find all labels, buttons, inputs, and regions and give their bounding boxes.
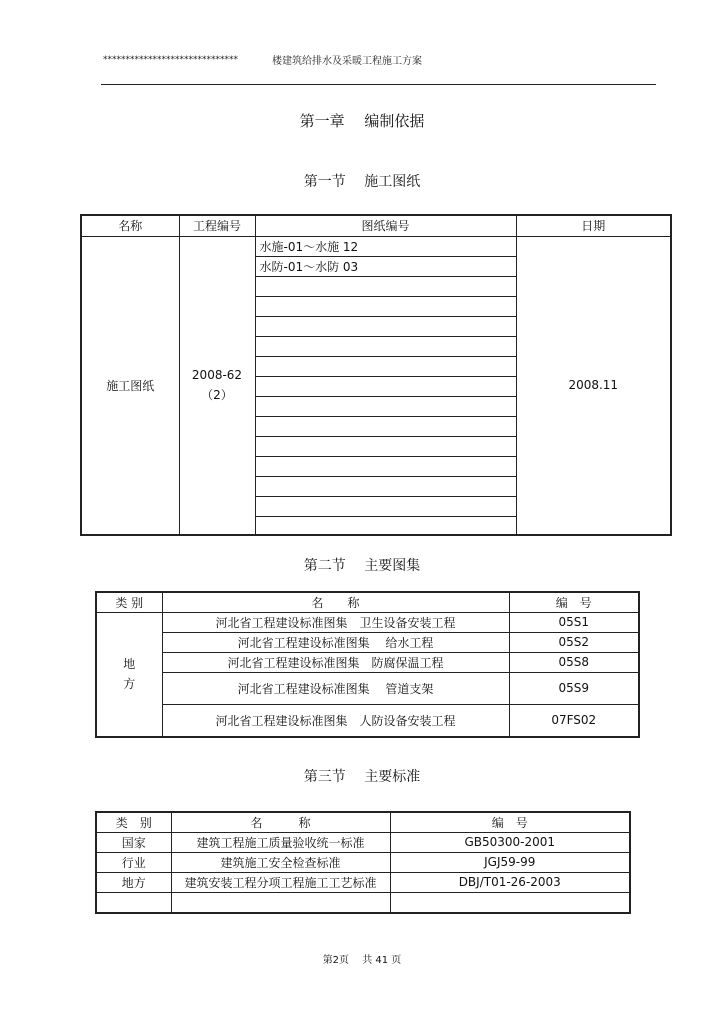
col-header-name: 名称: [81, 215, 179, 236]
standard-category: 行业: [96, 852, 171, 872]
atlas-name: 河北省工程建设标准图集 人防设备安装工程: [162, 704, 509, 737]
category-line1: 地: [123, 657, 136, 672]
atlas-table: [95, 591, 640, 738]
chapter-title: 第一章 编制依据: [299, 112, 425, 130]
standard-code: DBJ/T01-26-2003: [390, 872, 630, 892]
drawing-no-row: [255, 496, 516, 516]
col-header-project-no: 工程编号: [179, 215, 255, 236]
header-rule: [101, 84, 656, 85]
col-header-name: 名 称: [162, 592, 509, 612]
drawings-table: [80, 214, 672, 536]
drawing-no-row: [255, 436, 516, 456]
section2-title: 第二节 主要图集: [303, 558, 421, 574]
col-header-category: 类 别: [96, 812, 171, 832]
drawing-no-row: 水防-01～水防 03: [255, 256, 516, 276]
drawing-no-row: [255, 516, 516, 535]
section1-title: 第一节 施工图纸: [303, 174, 421, 190]
drawing-no-row: [255, 376, 516, 396]
atlas-name: 河北省工程建设标准图集 管道支架: [162, 672, 509, 704]
atlas-code: 07FS02: [509, 704, 639, 737]
standard-category: [96, 892, 171, 913]
standards-table: [95, 811, 631, 914]
project-no-cell: [179, 236, 255, 535]
standard-name: 建筑施工安全检查标准: [171, 852, 390, 872]
drawing-no-row: [255, 416, 516, 436]
drawing-no-row: [255, 476, 516, 496]
standard-name: 建筑工程施工质量验收统一标准: [171, 832, 390, 852]
atlas-code: 05S9: [509, 672, 639, 704]
standard-code: JGJ59-99: [390, 852, 630, 872]
drawing-no-row: [255, 396, 516, 416]
col-header-name: 名 称: [171, 812, 390, 832]
drawing-name-cell: 施工图纸: [81, 236, 179, 535]
col-header-code: 编 号: [390, 812, 630, 832]
atlas-name: 河北省工程建设标准图集 防腐保温工程: [162, 652, 509, 672]
header-title: 楼建筑给排水及采暖工程施工方案: [272, 56, 422, 67]
drawing-no-row: [255, 456, 516, 476]
standard-name: 建筑安装工程分项工程施工工艺标准: [171, 872, 390, 892]
atlas-name: 河北省工程建设标准图集 卫生设备安装工程: [162, 612, 509, 632]
standard-category: 地方: [96, 872, 171, 892]
drawing-no-row: [255, 316, 516, 336]
standard-name: [171, 892, 390, 913]
page-footer: 第2页 共 41 页: [322, 955, 402, 966]
standard-code: [390, 892, 630, 913]
atlas-name: 河北省工程建设标准图集 给水工程: [162, 632, 509, 652]
col-header-category: 类 别: [96, 592, 162, 612]
drawing-no-row: 水施-01～水施 12: [255, 236, 516, 256]
category-cell: [96, 612, 162, 737]
atlas-code: 05S8: [509, 652, 639, 672]
section3-title: 第三节 主要标准: [303, 769, 421, 785]
atlas-code: 05S1: [509, 612, 639, 632]
drawing-no-row: [255, 336, 516, 356]
standard-code: GB50300-2001: [390, 832, 630, 852]
col-header-date: 日期: [516, 215, 671, 236]
standard-category: 国家: [96, 832, 171, 852]
drawing-no-row: [255, 296, 516, 316]
atlas-code: 05S2: [509, 632, 639, 652]
header-stars: ******************************: [103, 55, 238, 65]
project-no-line2: （2）: [201, 388, 233, 403]
col-header-drawing-no: 图纸编号: [255, 215, 516, 236]
category-line2: 方: [123, 677, 136, 692]
drawing-no-row: [255, 356, 516, 376]
col-header-code: 编 号: [509, 592, 639, 612]
date-cell: 2008.11: [516, 236, 671, 535]
drawing-no-row: [255, 276, 516, 296]
project-no-line1: 2008-62: [191, 368, 243, 383]
